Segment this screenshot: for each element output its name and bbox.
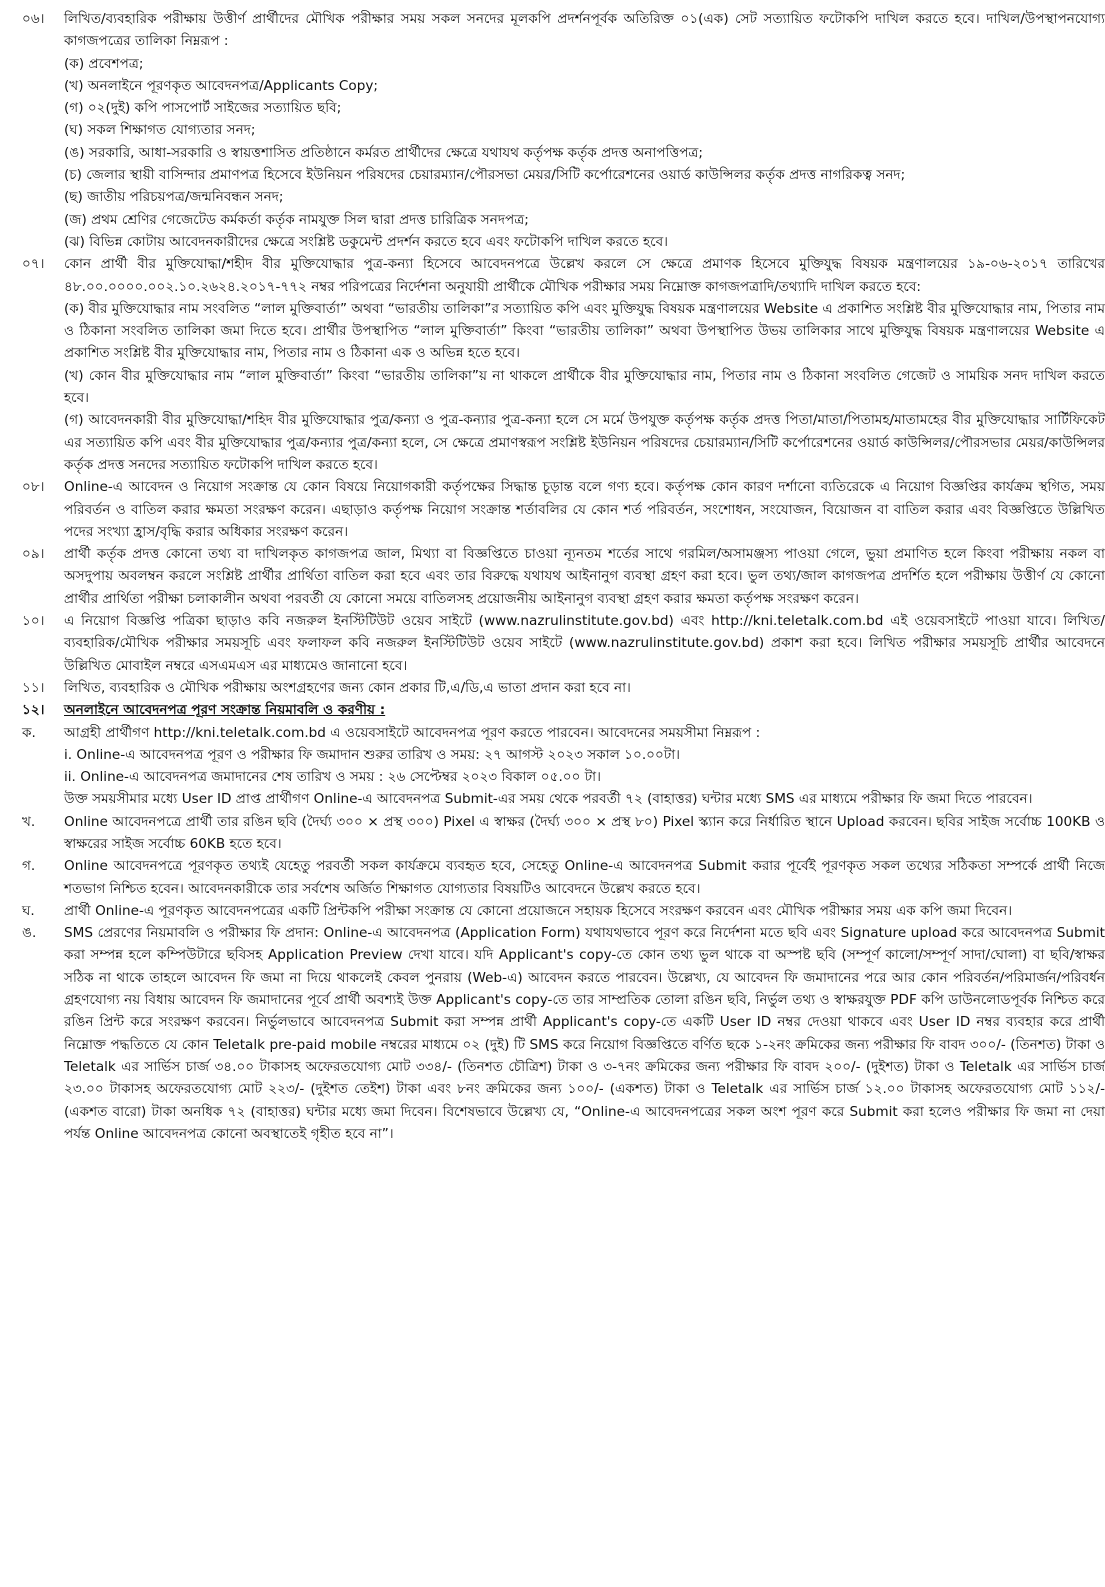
document-list — [64, 53, 1105, 254]
clause-number: ০৭। — [22, 256, 45, 273]
list-item: (ক) প্রবেশপত্র; — [64, 55, 144, 72]
clause-body — [64, 722, 1105, 811]
clause-08 — [0, 476, 1105, 543]
clause-number: ১২। — [22, 702, 45, 719]
list-item: (খ) কোন বীর মুক্তিযোদ্ধার নাম “লাল মুক্তিবার্তা” কিংবা “ভারতীয় তালিকা”য় না থাকলে প্রার্থীকে বীর মুক্তিযোদ্ধার নাম, পিতার নাম ও ঠিকানা সংবলিত গেজেট ও সাময়িক সনদ দাখিল করতে হবে। — [64, 367, 1105, 407]
clause-number: ঙ. — [22, 925, 37, 942]
clause-text-tail: উক্ত সময়সীমার মধ্যে User ID প্রাপ্ত প্রার্থীগণ Online-এ আবেদনপত্র Submit-এর সময় থেকে পরবর্তী ৭২ (বাহাত্তর) ঘন্টার মধ্যে SMS এর মাধ্যমে পরীক্ষার ফি জমা দিতে পারবেন। — [64, 791, 1033, 808]
clause-06 — [0, 8, 1105, 253]
subclause-gha — [0, 900, 1105, 922]
list-item: (খ) অনলাইনে পূরণকৃত আবেদনপত্র/Applicants Copy; — [64, 77, 378, 94]
clause-07 — [0, 253, 1105, 476]
clause-number: ০৬। — [22, 11, 45, 27]
clause-number: ক. — [22, 724, 36, 741]
clause-text: লিখিত, ব্যবহারিক ও মৌখিক পরীক্ষায় অংশগ্রহণের জন্য কোন প্রকার টি,এ/ডি,এ ভাতা প্রদান করা হবে না। — [64, 679, 631, 696]
list-item: (জ) প্রথম শ্রেণির গেজেটেড কর্মকর্তা কর্তৃক নামযুক্ত সিল দ্বারা প্রদত্ত চারিত্রিক সনদপত্র; — [64, 211, 529, 228]
clause-text: আগ্রহী প্রার্থীগণ http://kni.teletalk.com.bd এ ওয়েবসাইটে আবেদনপত্র পূরণ করতে পারবেন। আবেদনের সময়সীমা নিম্নরূপ : — [64, 724, 761, 741]
clause-body — [64, 8, 1105, 253]
clause-text: Online-এ আবেদন ও নিয়োগ সংক্রান্ত যে কোন বিষয়ে নিয়োগকারী কর্তৃপক্ষের সিদ্ধান্ত চূড়ান্ত বলে গণ্য হবে। কর্তৃপক্ষ কোন কারণ দর্শানো ব্যতিরেকে এ নিয়োগ বিজ্ঞপ্তির কার্যক্রম স্থগিত, সময় পরিবর্তন ও বাতিল করার ক্ষমতা সংরক্ষণ করেন। এছাড়াও কর্তৃপক্ষ নিয়োগ সংক্রান্ত শর্তাবলির যে কোন শর্ত পরিবর্তন, সংশোধন, সংযোজন, বিয়োজন বা বাতিল করার এবং বিজ্ঞপ্তিতে উল্লিখিত পদের সংখ্যা হ্রাস/বৃদ্ধি করার অধিকার সংরক্ষণ করেন। — [64, 479, 1105, 540]
clause-body — [64, 677, 1105, 699]
subclause-ka — [0, 722, 1105, 811]
clause-body — [64, 543, 1105, 610]
deadline-end: ii. Online-এ আবেদনপত্র জমাদানের শেষ তারিখ ও সময় : ২৬ সেপ্টেম্বর ২০২৩ বিকাল ০৫.০০ টা। — [64, 769, 601, 786]
clause-number: ঘ. — [22, 902, 35, 919]
list-item: (গ) আবেদনকারী বীর মুক্তিযোদ্ধা/শহিদ বীর মুক্তিযোদ্ধার পুত্র/কন্যা ও পুত্র-কন্যার পুত্র-কন্যা হলে সে মর্মে উপযুক্ত কর্তৃপক্ষ কর্তৃক প্রদত্ত পিতা/মাতা/পিতামহ/মাতামহের বীর মুক্তিযোদ্ধার সার্টিফিকেট এর সত্যায়িত কপি এবং বীর মুক্তিযোদ্ধার পুত্র/কন্যার পুত্র/কন্যা হলে, সে ক্ষেত্রে প্রমাণস্বরূপ সংশ্লিষ্ট ইউনিয়ন পরিষদের চেয়ারম্যান/সিটি কর্পোরেশনের ওয়ার্ড কাউন্সিলর/পৌরসভার মেয়র/কাউন্সিলর কর্তৃক প্রদত্ত সনদের সত্যায়িত ফটোকপি দাখিল করতে হবে। — [64, 412, 1105, 473]
clause-text: লিখিত/ব্যবহারিক পরীক্ষায় উত্তীর্ণ প্রার্থীদের মৌখিক পরীক্ষার সময় সকল সনদের মূলকপি প্রদর্শনপূর্বক অতিরিক্ত ০১(এক) সেট সত্যায়িত ফটোকপি দাখিল করতে হবে। দাখিল/উপস্থাপনযোগ্য কাগজপত্রের তালিকা নিম্নরূপ : — [64, 11, 1105, 50]
clause-body — [64, 253, 1105, 476]
deadline-start: i. Online-এ আবেদনপত্র পূরণ ও পরীক্ষার ফি জমাদান শুরুর তারিখ ও সময়: ২৭ আগস্ট ২০২৩ সকাল ১০.০০টা। — [64, 746, 681, 763]
list-item: (গ) ০২(দুই) কপি পাসপোর্ট সাইজের সত্যায়িত ছবি; — [64, 100, 342, 117]
list-item: (ঙ) সরকারি, আধা-সরকারি ও স্বায়ত্তশাসিত প্রতিষ্ঠানে কর্মরত প্রার্থীদের ক্ষেত্রে যথাযথ কর্তৃপক্ষ কর্তৃক প্রদত্ত অনাপত্তিপত্র; — [64, 144, 703, 161]
clause-body — [64, 610, 1105, 677]
clause-12 — [0, 699, 1105, 721]
list-item: (ঝ) বিভিন্ন কোটায় আবেদনকারীদের ক্ষেত্রে সংশ্লিষ্ট ডকুমেন্ট প্রদর্শন করতে হবে এবং ফটোকপি দাখিল করতে হবে। — [64, 233, 669, 250]
clause-number: গ. — [22, 858, 36, 875]
clause-text: প্রার্থী কর্তৃক প্রদত্ত কোনো তথ্য বা দাখিলকৃত কাগজপত্র জাল, মিথ্যা বা বিজ্ঞপ্তিতে চাওয়া ন্যূনতম শর্তের সাথে গরমিল/অসামঞ্জস্য পাওয়া গেলে, ভুয়া প্রমাণিত হলে কিংবা পরীক্ষায় নকল বা অসদুপায় অবলম্বন করলে সংশ্লিষ্ট প্রার্থীর প্রার্থিতা বাতিল করা হবে এবং তার বিরুদ্ধে যথাযথ আইনানুগ ব্যবস্থা গ্রহণ করা হবে। ভুল তথ্য/জাল কাগজপত্র প্রদর্শিত হলে পরীক্ষায় উত্তীর্ণ যে কোনো প্রার্থীর প্রার্থিতা পরীক্ষা চলাকালীন অথবা পরবর্তী যে কোনো সময়ে বাতিলসহ প্রয়োজনীয় আইনানুগ ব্যবস্থা গ্রহণ করার ক্ষমতা কর্তৃপক্ষ সংরক্ষণ করেন। — [64, 546, 1105, 607]
subclause-ga — [0, 855, 1105, 900]
clause-number: খ. — [22, 813, 36, 830]
clause-body — [64, 699, 1105, 721]
clause-body — [64, 922, 1105, 1145]
clause-body — [64, 855, 1105, 900]
list-item: (ক) বীর মুক্তিযোদ্ধার নাম সংবলিত “লাল মুক্তিবার্তা” অথবা “ভারতীয় তালিকা”র সত্যায়িত কপি এবং মুক্তিযুদ্ধ বিষয়ক মন্ত্রণালয়ের Website এ প্রকাশিত সংশ্লিষ্ট বীর মুক্তিযোদ্ধার নাম, পিতার নাম ও ঠিকানা সংবলিত তালিকা জমা দিতে হবে। প্রার্থীর উপস্থাপিত “লাল মুক্তিবার্তা” কিংবা “ভারতীয় তালিকা” অথবা উপস্থাপিত উভয় তালিকার সাথে মুক্তিযুদ্ধ বিষয়ক মন্ত্রণালয়ের Website এ প্রকাশিত সংশ্লিষ্ট বীর মুক্তিযোদ্ধার নাম, পিতার নাম ও ঠিকানা এক ও অভিন্ন হতে হবে। — [64, 300, 1105, 362]
section-heading: অনলাইনে আবেদনপত্র পূরণ সংক্রান্ত নিয়মাবলি ও করণীয় : — [64, 702, 386, 719]
list-item: (ছ) জাতীয় পরিচয়পত্র/জন্মনিবন্ধন সনদ; — [64, 189, 284, 206]
subclause-kha — [0, 811, 1105, 856]
clause-11 — [0, 677, 1105, 699]
list-item: (চ) জেলার স্থায়ী বাসিন্দার প্রমাণপত্র হিসেবে ইউনিয়ন পরিষদের চেয়ারম্যান/পৌরসভা মেয়র/সিটি কর্পোরেশনের ওয়ার্ড কাউন্সিলর কর্তৃক প্রদত্ত নাগরিকত্ব সনদ; — [64, 167, 906, 184]
clause-text: SMS প্রেরণের নিয়মাবলি ও পরীক্ষার ফি প্রদান: Online-এ আবেদনপত্র (Application Form) যথাযথভাবে পূরণ করে নির্দেশনা মতে ছবি এবং Signature upload করে আবেদনপত্র Submit করা সম্পন্ন হলে কম্পিউটারে ছবিসহ Application Preview দেখা যাবে। যদি Applicant's copy-তে কোন তথ্য ভুল থাকে বা অস্পষ্ট ছবি (সম্পূর্ণ কালো/সম্পূর্ণ সাদা/ঘোলা) বা ছবি/স্বাক্ষর সঠিক না থাকে তাহলে আবেদন ফি জমা না দিয়ে থাকলেই কেবল পুনরায় (Web-এ) আবেদন করতে পারবেন। উল্লেখ্য, যে আবেদন ফি জমাদানের পরে আর কোন পরিবর্তন/পরিমার্জন/পরিবর্ধন গ্রহণযোগ্য নয় বিধায় আবেদন ফি জমাদানের পূর্বে প্রার্থী অবশ্যই উক্ত Applicant's copy-তে তার সাম্প্রতিক তোলা রঙিন ছবি, নির্ভুল তথ্য ও স্বাক্ষরযুক্ত PDF কপি ডাউনলোডপূর্বক নিশ্চিত করে রঙিন প্রিন্ট করে সংরক্ষণ করবেন। নির্ভুলভাবে আবেদনপত্র Submit করা সম্পন্ন প্রার্থী Applicant's copy-তে একটি User ID নম্বর দেওয়া থাকবে এবং User ID নম্বর ব্যবহার করে প্রার্থী নিম্নোক্ত পদ্ধতিতে যে কোন Teletalk pre-paid mobile নম্বরের মাধ্যমে ০২ (দুই) টি SMS করে নিয়োগ বিজ্ঞপ্তিতে বর্ণিত ছকে ১-২নং ক্রমিকের জন্য পরীক্ষার ফি বাবদ ৩০০/- (তিনশত) টাকা ও Teletalk এর সার্ভিস চার্জ ৩৪.০০ টাকাসহ অফেরতযোগ্য মোট ৩৩৪/- (তিনশত চৌত্রিশ) টাকা ও ৩-৭নং ক্রমিকের জন্য পরীক্ষার ফি বাবদ ২০০/- (দুইশত) টাকা ও Teletalk এর সার্ভিস চার্জ ২৩.০০ টাকাসহ অফেরতযোগ্য মোট ২২৩/- (দুইশত তেইশ) টাকা এবং ৮নং ক্রমিকের জন্য ১০০/- (একশত) টাকা ও Teletalk এর সার্ভিস চার্জ ১২.০০ টাকাসহ অফেরতযোগ্য মোট ১১২/- (একশত বারো) টাকা অনধিক ৭২ (বাহাত্তর) ঘন্টার মধ্যে জমা দিবেন। বিশেষভাবে উল্লেখ্য যে, “Online-এ আবেদনপত্রের সকল অংশ পূরণ করে Submit করা হলেও পরীক্ষার ফি জমা না দেয়া পর্যন্ত Online আবেদনপত্র কোনো অবস্থাতেই গৃহীত হবে না”। — [64, 925, 1105, 1142]
clause-text: Online আবেদনপত্রে পূরণকৃত তথ্যই যেহেতু পরবর্তী সকল কার্যক্রমে ব্যবহৃত হবে, সেহেতু Online-এ আবেদনপত্র Submit করার পূর্বেই পূরণকৃত সকল তথ্যের সঠিকতা সম্পর্কে প্রার্থী নিজে শতভাগ নিশ্চিত হবেন। আবেদনকারীকে তার সর্বশেষ অর্জিত শিক্ষাগত যোগ্যতার বিষয়টিও আবেদনে উল্লেখ করতে হবে। — [64, 858, 1105, 897]
clause-body — [64, 811, 1105, 856]
clause-number: ১১। — [22, 679, 45, 696]
clause-body — [64, 900, 1105, 922]
clause-body — [64, 476, 1105, 543]
clause-number: ০৮। — [22, 479, 45, 496]
clause-text: Online আবেদনপত্রে প্রার্থী তার রঙিন ছবি (দৈর্ঘ্য ৩০০ × প্রস্থ ৩০০) Pixel এ স্বাক্ষর (দৈর্ঘ্য ৩০০ × প্রস্থ ৮০) Pixel স্ক্যান করে নির্ধারিত স্থানে Upload করবেন। ছবির সাইজ সর্বোচ্চ 100KB ও স্বাক্ষরের সাইজ সর্বোচ্চ 60KB হতে হবে। — [64, 813, 1105, 852]
clause-number: ১০। — [22, 613, 45, 630]
subclause-uma — [0, 922, 1105, 1145]
clause-number: ০৯। — [22, 546, 45, 563]
clause-text: এ নিয়োগ বিজ্ঞপ্তি পত্রিকা ছাড়াও কবি নজরুল ইনস্টিটিউট ওয়েব সাইটে (www.nazrulinstitute.gov.bd) এবং http://kni.teletalk.com.bd এই ওয়েবসাইটে পাওয়া যাবে। লিখিত/ব্যবহারিক/মৌখিক পরীক্ষার সময়সূচি এবং ফলাফল কবি নজরুল ইনস্টিটিউট ওয়েব সাইটে (www.nazrulinstitute.gov.bd) প্রকাশ করা হবে। লিখিত পরীক্ষার সময়সূচি প্রার্থীর আবেদনে উল্লিখিত মোবাইল নম্বরে এসএমএস এর মাধ্যমেও জানানো হবে। — [64, 613, 1105, 674]
clause-text: প্রার্থী Online-এ পূরণকৃত আবেদনপত্রের একটি প্রিন্টকপি পরীক্ষা সংক্রান্ত যে কোনো প্রয়োজনে সহায়ক হিসেবে সংরক্ষণ করবেন এবং মৌখিক পরীক্ষার সময় এক কপি জমা দিবেন। — [64, 902, 1013, 919]
document-list — [64, 298, 1105, 476]
clause-09 — [0, 543, 1105, 610]
list-item: (ঘ) সকল শিক্ষাগত যোগ্যতার সনদ; — [64, 122, 256, 139]
clause-10 — [0, 610, 1105, 677]
clause-text: কোন প্রার্থী বীর মুক্তিযোদ্ধা/শহীদ বীর মুক্তিযোদ্ধার পুত্র-কন্যা হিসেবে আবেদনপত্রে উল্লেখ করলে সে ক্ষেত্রে প্রমাণক হিসেবে মুক্তিযুদ্ধ বিষয়ক মন্ত্রণালয়ের ১৯-০৬-২০১৭ তারিখের ৪৮.০০.০০০০.০০২.১০.২৬২৪.২০১৭-৭৭২ নম্বর পরিপত্রের নির্দেশনা অনুযায়ী প্রার্থীকে মৌখিক পরীক্ষার সময় নিম্নোক্ত কাগজপত্রাদি/তথ্যাদি দাখিল করতে হবে: — [64, 256, 1105, 295]
